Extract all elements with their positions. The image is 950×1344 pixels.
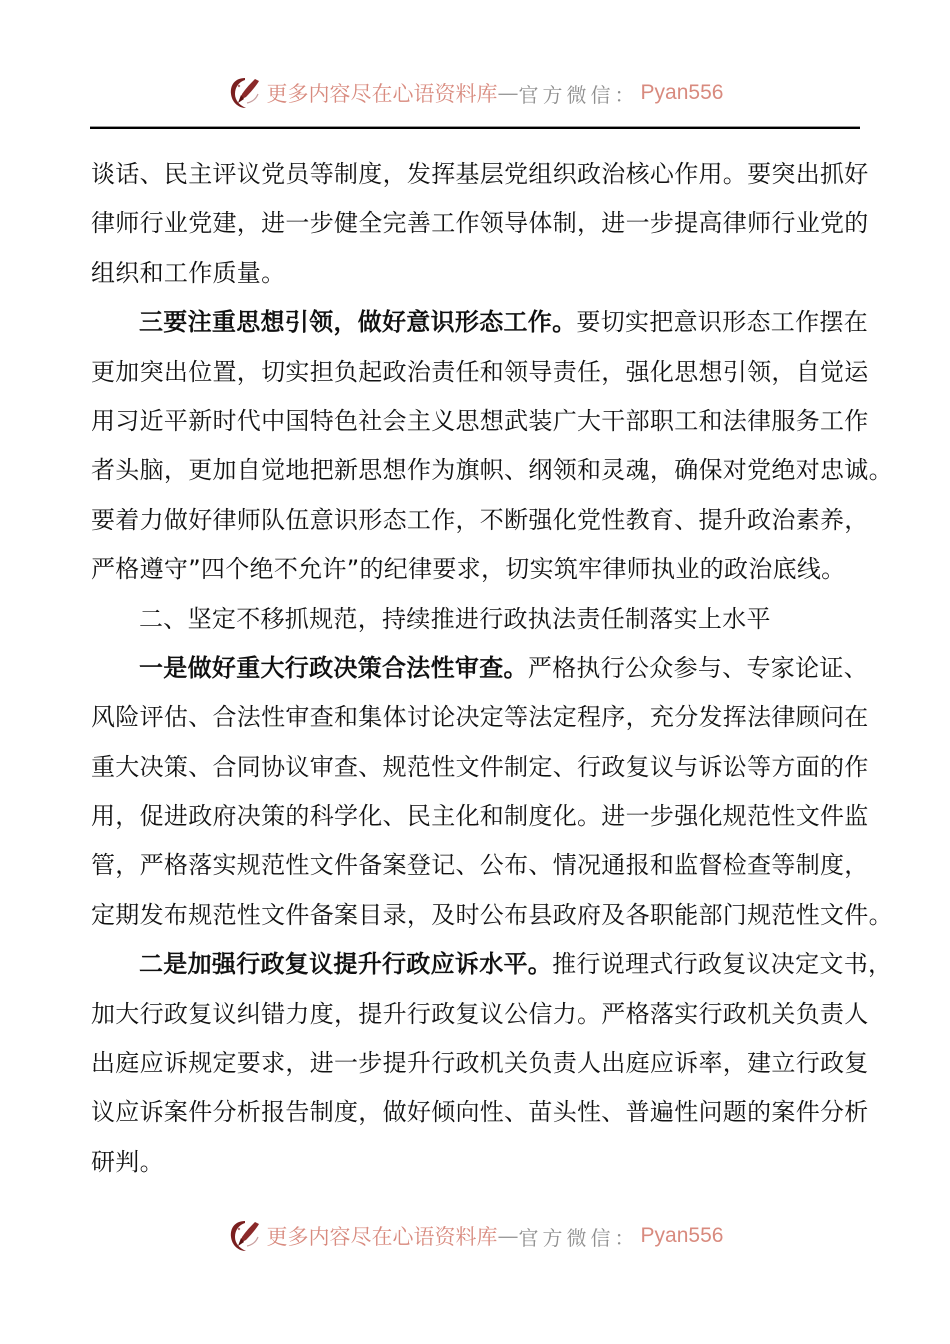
- text-line: 定期发布规范性文件备案目录，及时公布县政府及各职能部门规范性文件。: [91, 900, 893, 929]
- header-banner: [0, 71, 950, 115]
- text-line: 者头脑，更加自觉地把新思想作为旗帜、纲领和灵魂，确保对党绝对忠诚。: [91, 456, 893, 485]
- banner-slogan: 更多内容尽在心语资料库: [266, 1225, 498, 1249]
- bold-heading: 一是做好重大行政决策合法性审查。: [139, 653, 528, 682]
- header-divider: [90, 126, 860, 129]
- text-line: 用，促进政府决策的科学化、民主化和制度化。进一步强化规范性文件监: [91, 802, 869, 831]
- text-line: 研判。: [91, 1147, 164, 1176]
- text-line: 出庭应诉规定要求，进一步提升行政机关负责人出庭应诉率，建立行政复: [91, 1049, 869, 1078]
- text-line: 谈话、民主评议党员等制度，发挥基层党组织政治核心作用。要突出抓好: [91, 160, 869, 188]
- banner-wechat-id: Pyan556: [640, 1224, 724, 1247]
- bold-heading: 二是加强行政复议提升行政应诉水平。: [139, 950, 553, 979]
- paragraph-heading-line: 三要注重思想引领，做好意识形态工作。要切实把意识形态工作摆在: [139, 308, 869, 337]
- document-body: [91, 150, 893, 1187]
- text-line: 严格遵守”四个绝不允许”的纪律要求，切实筑牢律师执业的政治底线。: [91, 555, 846, 584]
- banner-wechat-id: Pyan556: [640, 81, 724, 104]
- text-line: 律师行业党建，进一步健全完善工作领导体制，进一步提高律师行业党的: [91, 209, 869, 238]
- bold-heading: 三要注重思想引领，做好意识形态工作。: [139, 308, 577, 337]
- quill-pen-logo-icon: [227, 75, 263, 111]
- banner-dash: —: [497, 81, 519, 105]
- text-line: 更加突出位置，切实担负起政治责任和领导责任，强化思想引领，自觉运: [91, 357, 869, 386]
- text-line: 重大决策、合同协议审查、规范性文件制定、行政复议与诉讼等方面的作: [91, 752, 869, 781]
- text-line: 要着力做好律师队伍意识形态工作，不断强化党性教育、提升政治素养，: [91, 505, 869, 534]
- banner-slogan: 更多内容尽在心语资料库: [266, 82, 498, 106]
- section-heading-line: 二、坚定不移抓规范，持续推进行政执法责任制落实上水平: [139, 604, 771, 633]
- banner-wechat-label: 官方微信：: [518, 1225, 639, 1250]
- text-line: 组织和工作质量。: [91, 258, 286, 287]
- text-line: 风险评估、合法性审查和集体讨论决定等法定程序，充分发挥法律顾问在: [91, 703, 869, 732]
- banner-wechat-label: 官方微信：: [518, 82, 639, 107]
- quill-pen-logo-icon: [227, 1218, 263, 1254]
- text-line: 加大行政复议纠错力度，提升行政复议公信力。严格落实行政机关负责人: [91, 999, 869, 1028]
- footer-banner: [0, 1214, 950, 1258]
- paragraph-heading-line: 一是做好重大行政决策合法性审查。严格执行公众参与、专家论证、: [139, 653, 869, 682]
- text-line: 用习近平新时代中国特色社会主义思想武装广大干部职工和法律服务工作: [91, 406, 869, 435]
- paragraph-heading-line: 二是加强行政复议提升行政应诉水平。推行说理式行政复议决定文书，: [139, 950, 893, 979]
- text-line: 议应诉案件分析报告制度，做好倾向性、苗头性、普遍性问题的案件分析: [91, 1098, 869, 1127]
- text-line: 管，严格落实规范性文件备案登记、公布、情况通报和监督检查等制度，: [91, 851, 869, 880]
- banner-dash: —: [497, 1224, 519, 1248]
